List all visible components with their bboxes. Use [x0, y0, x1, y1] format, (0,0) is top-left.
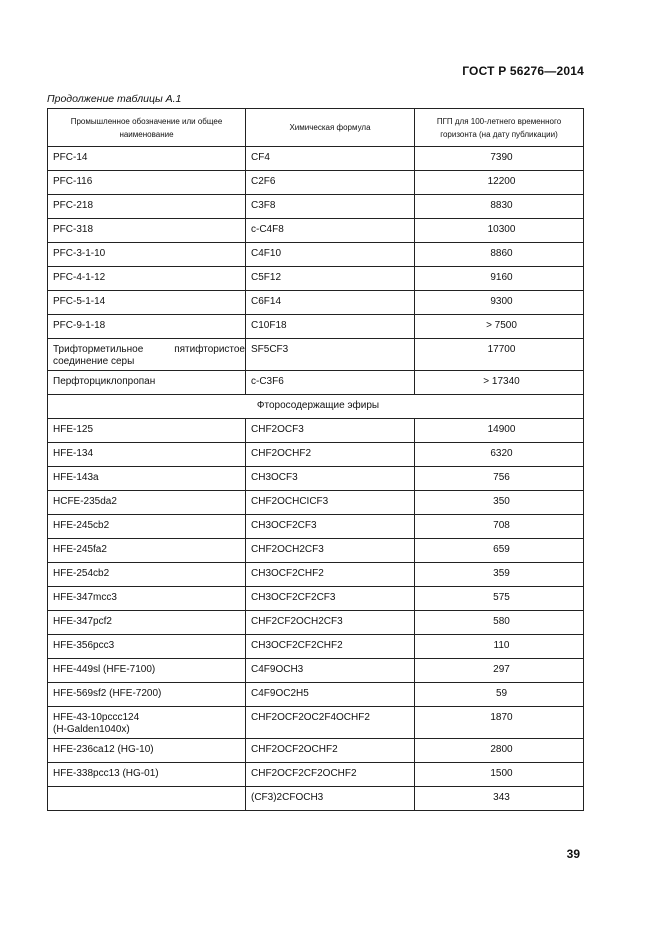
cell-gwp: 14900 [415, 419, 584, 443]
cell-name-line1: HFE-43-10pccc124 [53, 712, 140, 723]
page-number: 39 [566, 847, 580, 861]
cell-formula: CHF2OCF2OCHF2 [246, 739, 415, 763]
cell-name: HFE-143a [48, 467, 246, 491]
cell-gwp: 7390 [415, 147, 584, 171]
cell-formula: C4F10 [246, 243, 415, 267]
cell-name: HFE-245fa2 [48, 539, 246, 563]
table-row [48, 243, 584, 267]
cell-name-line2: (H-Galden1040x) [53, 724, 130, 735]
cell-formula: CH3OCF2CF2CHF2 [246, 635, 415, 659]
cell-name: HFE-254cb2 [48, 563, 246, 587]
cell-formula: CH3OCF2CHF2 [246, 563, 415, 587]
cell-formula: CHF2OCHCICF3 [246, 491, 415, 515]
cell-formula: C2F6 [246, 171, 415, 195]
cell-name: PFC-9-1-18 [48, 315, 246, 339]
cell-gwp: 1500 [415, 763, 584, 787]
cell-name: HFE-449sl (HFE-7100) [48, 659, 246, 683]
cell-gwp: 2800 [415, 739, 584, 763]
section-title: Фторосодержащие эфиры [48, 395, 584, 419]
cell-name [48, 787, 246, 811]
cell-gwp: 359 [415, 563, 584, 587]
cell-formula: CHF2OCHF2 [246, 443, 415, 467]
cell-formula: CHF2OCF2OC2F4OCHF2 [246, 707, 415, 739]
cell-name [48, 707, 246, 739]
cell-name: HFE-236ca12 (HG-10) [48, 739, 246, 763]
cell-gwp: 10300 [415, 219, 584, 243]
table-row [48, 339, 584, 371]
cell-gwp: 580 [415, 611, 584, 635]
table-header-row [48, 109, 584, 147]
cell-name: PFC-4-1-12 [48, 267, 246, 291]
table-row [48, 563, 584, 587]
cell-formula: CHF2OCH2CF3 [246, 539, 415, 563]
cell-formula: CH3OCF2CF3 [246, 515, 415, 539]
cell-formula: C3F8 [246, 195, 415, 219]
cell-name: PFC-3-1-10 [48, 243, 246, 267]
section-row [48, 395, 584, 419]
column-header-gwp: ПГП для 100-летнего временного горизонта (на дату публикации) [415, 109, 584, 147]
cell-name: HFE-569sf2 (HFE-7200) [48, 683, 246, 707]
table-row [48, 739, 584, 763]
cell-formula: CH3OCF2CF2CF3 [246, 587, 415, 611]
cell-name [48, 339, 246, 371]
cell-gwp: 756 [415, 467, 584, 491]
table-row [48, 267, 584, 291]
table-row [48, 443, 584, 467]
cell-gwp: 110 [415, 635, 584, 659]
cell-gwp: 9300 [415, 291, 584, 315]
table-row [48, 467, 584, 491]
cell-name: HFE-356pcc3 [48, 635, 246, 659]
table-row [48, 491, 584, 515]
table-row [48, 419, 584, 443]
table-row [48, 291, 584, 315]
cell-gwp: 1870 [415, 707, 584, 739]
cell-gwp: 12200 [415, 171, 584, 195]
cell-gwp: 659 [415, 539, 584, 563]
table-caption: Продолжение таблицы А.1 [47, 93, 182, 105]
cell-gwp: 59 [415, 683, 584, 707]
cell-gwp: > 7500 [415, 315, 584, 339]
cell-formula: CHF2OCF2CF2OCHF2 [246, 763, 415, 787]
table-row [48, 683, 584, 707]
cell-name: PFC-318 [48, 219, 246, 243]
cell-name-line2: соединение серы [53, 356, 135, 367]
cell-formula: CHF2OCF3 [246, 419, 415, 443]
cell-gwp: 297 [415, 659, 584, 683]
cell-name: PFC-116 [48, 171, 246, 195]
table-row [48, 539, 584, 563]
column-header-name: Промышленное обозначение или общее наименование [48, 109, 246, 147]
cell-name: HFE-125 [48, 419, 246, 443]
gwp-table [47, 108, 584, 811]
cell-name: Перфторциклопропан [48, 371, 246, 395]
cell-formula: C6F14 [246, 291, 415, 315]
cell-formula: C4F9OC2H5 [246, 683, 415, 707]
cell-name: PFC-5-1-14 [48, 291, 246, 315]
table-row [48, 787, 584, 811]
table-row [48, 171, 584, 195]
cell-name: HFE-134 [48, 443, 246, 467]
cell-name: PFC-14 [48, 147, 246, 171]
cell-name: HFE-347mcc3 [48, 587, 246, 611]
table-row [48, 219, 584, 243]
cell-name: PFC-218 [48, 195, 246, 219]
cell-gwp: 708 [415, 515, 584, 539]
cell-formula: CF4 [246, 147, 415, 171]
column-header-formula: Химическая формула [246, 109, 415, 147]
cell-formula: C4F9OCH3 [246, 659, 415, 683]
table-row [48, 611, 584, 635]
table-row [48, 587, 584, 611]
cell-formula: SF5CF3 [246, 339, 415, 371]
table-row [48, 371, 584, 395]
table-row [48, 195, 584, 219]
cell-formula: CHF2CF2OCH2CF3 [246, 611, 415, 635]
cell-formula: c-C3F6 [246, 371, 415, 395]
cell-name: HFE-347pcf2 [48, 611, 246, 635]
cell-gwp: 8830 [415, 195, 584, 219]
cell-formula: c-C4F8 [246, 219, 415, 243]
cell-formula: (CF3)2CFOCH3 [246, 787, 415, 811]
cell-gwp: 6320 [415, 443, 584, 467]
cell-name: HFE-245cb2 [48, 515, 246, 539]
cell-gwp: 9160 [415, 267, 584, 291]
cell-formula: C10F18 [246, 315, 415, 339]
cell-name: HFE-338pcc13 (HG-01) [48, 763, 246, 787]
table-row [48, 515, 584, 539]
standard-designation: ГОСТ Р 56276—2014 [462, 64, 584, 78]
cell-formula: C5F12 [246, 267, 415, 291]
cell-gwp: 8860 [415, 243, 584, 267]
table-row [48, 635, 584, 659]
cell-gwp: 350 [415, 491, 584, 515]
table-row [48, 315, 584, 339]
cell-name: HCFE-235da2 [48, 491, 246, 515]
cell-gwp: 17700 [415, 339, 584, 371]
table-row [48, 147, 584, 171]
cell-gwp: > 17340 [415, 371, 584, 395]
cell-name-line1: Трифторметильное пятифтористое [53, 344, 245, 355]
cell-formula: CH3OCF3 [246, 467, 415, 491]
table-row [48, 659, 584, 683]
cell-gwp: 343 [415, 787, 584, 811]
table-row [48, 707, 584, 739]
table-row [48, 763, 584, 787]
cell-gwp: 575 [415, 587, 584, 611]
